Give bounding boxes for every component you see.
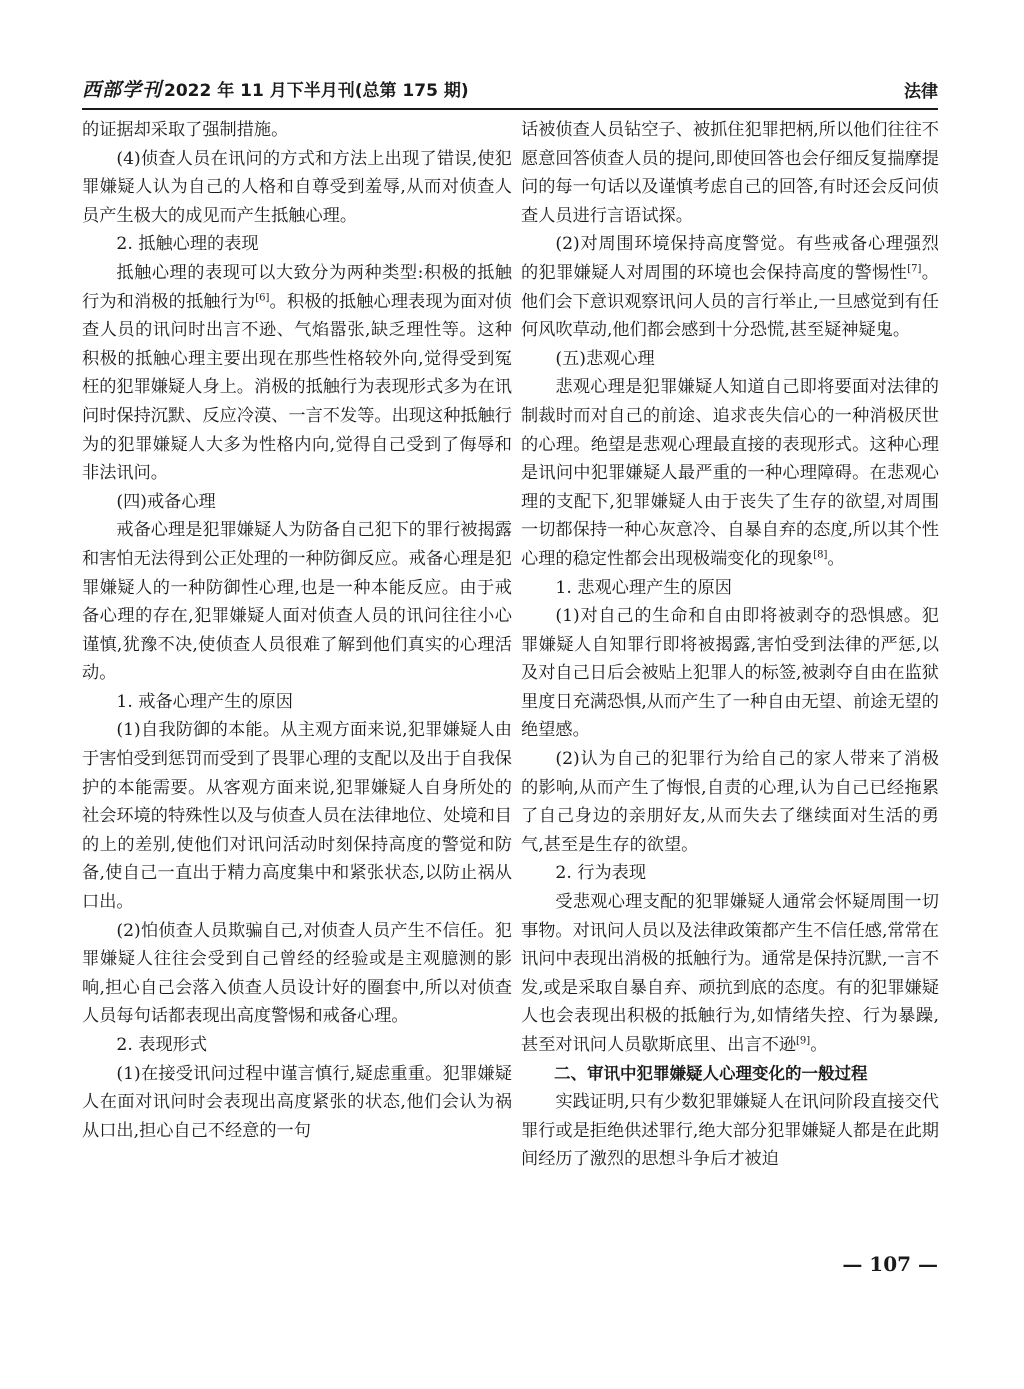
paragraph xyxy=(82,1060,512,1146)
paragraph-text: (1)自我防御的本能。从主观方面来说,犯罪嫌疑人由于害怕受到惩罚而受到了畏罪心理的支配以及出于自我保护的本能需要。从客观方面来说,犯罪嫌疑人自身所处的社会环境的特殊性以及与侦查人员在法律地位、处境和目的上的差别,使他们对讯问活动时刻保持高度的警觉和防备,使自己一直出于精力高度集中和紧张状态,以防止祸从口出。 xyxy=(82,720,512,913)
paragraph-text: (1)对自己的生命和自由即将被剥夺的恐惧感。犯罪嫌疑人自知罪行即将被揭露,害怕受到法律的严惩,以及对自己日后会被贴上犯罪人的标签,被剥夺自由在监狱里度日充满恐惧,从而产生了一种自由无望、前途无望的绝望感。 xyxy=(521,606,939,741)
paragraph xyxy=(82,516,512,688)
paragraph xyxy=(521,888,939,1060)
header-rule xyxy=(82,108,938,110)
page-number: — 107 — xyxy=(842,1252,938,1276)
paragraph-text: 。 xyxy=(810,1035,828,1055)
right-column xyxy=(521,116,939,1256)
paragraph-text: 1. 戒备心理产生的原因 xyxy=(116,691,293,712)
paragraph xyxy=(82,917,512,1031)
header-left xyxy=(82,75,469,102)
paragraph-text: 二、审讯中犯罪嫌疑人心理变化的一般过程 xyxy=(554,1063,868,1083)
citation-ref: [8] xyxy=(813,549,828,561)
page-header xyxy=(82,72,938,102)
section-heading xyxy=(521,1060,939,1089)
paragraph-text: (1)在接受讯问过程中谨言慎行,疑虑重重。犯罪嫌疑人在面对讯问时会表现出高度紧张的状态,他们会认为祸从口出,担心自己不经意的一句 xyxy=(82,1063,512,1141)
paragraph-text: 2. 行为表现 xyxy=(555,863,647,884)
issue-info: 2022 年 11 月下半月刊(总第 175 期) xyxy=(164,81,469,101)
paragraph xyxy=(82,145,512,231)
paragraph xyxy=(82,688,512,717)
paragraph-text: 2. 抵触心理的表现 xyxy=(116,234,259,255)
paragraph xyxy=(521,745,939,859)
paragraph-text: 受悲观心理支配的犯罪嫌疑人通常会怀疑周围一切事物。对讯问人员以及法律政策都产生不信任感,常常在讯问中表现出消极的抵触行为。通常是保持沉默,一言不发,或是采取自暴自弃、顽抗到底的态度。有的犯罪嫌疑人也会表现出积极的抵触行为,如情绪失控、行为暴躁,甚至对讯问人员歇斯底里、出言不逊 xyxy=(521,892,939,1055)
paragraph-text: (五)悲观心理 xyxy=(555,348,655,369)
paragraph xyxy=(521,602,939,745)
paragraph-text: 2. 表现形式 xyxy=(116,1035,208,1055)
paragraph-text: 话被侦查人员钻空子、被抓住犯罪把柄,所以他们往往不愿意回答侦查人员的提问,即使回答也会仔细反复揣摩提问的每一句话以及谨慎考虑自己的回答,有时还会反问侦查人员进行言语试探。 xyxy=(521,120,939,226)
paragraph-text: 悲观心理是犯罪嫌疑人知道自己即将要面对法律的制裁时而对自己的前途、追求丧失信心的一种消极厌世的心理。绝望是悲观心理最直接的表现形式。这种心理是讯问中犯罪嫌疑人最严重的一种心理障碍。在悲观心理的支配下,犯罪嫌疑人由于丧失了生存的欲望,对周围一切都保持一种心灰意冷、自暴自弃的态度,所以其个性心理的稳定性都会出现极端变化的现象 xyxy=(521,377,939,569)
paragraph-text: 抵触心理的表现可以大致分为两种类型:积极的抵触行为和消极的抵触行为 xyxy=(82,262,512,312)
paragraph xyxy=(82,230,512,259)
paragraph-text: 的证据却采取了强制措施。 xyxy=(82,120,289,140)
left-column xyxy=(82,116,512,1256)
citation-ref: [6] xyxy=(255,291,270,303)
paragraph-text: 实践证明,只有少数犯罪嫌疑人在讯问阶段直接交代罪行或是拒绝供述罪行,绝大部分犯罪嫌疑人都是在此期间经历了激烈的思想斗争后才被迫 xyxy=(521,1092,939,1170)
paragraph-text: (2)对周围环境保持高度警觉。有些戒备心理强烈的犯罪嫌疑人对周围的环境也会保持高度的警惕性 xyxy=(521,234,939,283)
paragraph-text: (2)认为自己的犯罪行为给自己的家人带来了消极的影响,从而产生了悔恨,自责的心理,认为自己已经拖累了自己身边的亲朋好友,从而失去了继续面对生活的勇气,甚至是生存的欲望。 xyxy=(521,749,939,855)
paragraph xyxy=(521,1088,939,1174)
paragraph-text: 。 xyxy=(827,548,845,569)
paragraph-continuation xyxy=(82,116,512,145)
paragraph-continuation xyxy=(521,116,939,230)
paragraph xyxy=(521,230,939,344)
paragraph-text: (四)戒备心理 xyxy=(116,491,216,512)
paragraph xyxy=(521,574,939,603)
paragraph xyxy=(82,1031,512,1060)
paragraph xyxy=(521,345,939,374)
paragraph-text: 1. 悲观心理产生的原因 xyxy=(555,577,732,598)
paragraph xyxy=(521,373,939,573)
paragraph-text: 戒备心理是犯罪嫌疑人为防备自己犯下的罪行被揭露和害怕无法得到公正处理的一种防御反应。戒备心理是犯罪嫌疑人的一种防御性心理,也是一种本能反应。由于戒备心理的存在,犯罪嫌疑人面对侦查人员的讯问往往小心谨慎,犹豫不决,使侦查人员很难了解到他们真实的心理活动。 xyxy=(82,520,512,684)
paragraph xyxy=(82,488,512,517)
citation-ref: [9] xyxy=(796,1035,811,1047)
paragraph-text: (2)怕侦查人员欺骗自己,对侦查人员产生不信任。犯罪嫌疑人往往会受到自己曾经的经验或是主观臆测的影响,担心自己会落入侦查人员设计好的圈套中,所以对侦查人员每句话都表现出高度警惕和戒备心理。 xyxy=(82,920,512,1027)
paragraph-text: 。他们会下意识观察讯问人员的言行举止,一旦感觉到有任何风吹草动,他们都会感到十分恐慌,甚至疑神疑鬼。 xyxy=(521,262,939,341)
paragraph xyxy=(82,259,512,488)
paragraph xyxy=(521,859,939,888)
paragraph-text: 。积极的抵触心理表现为面对侦查人员的讯问时出言不逊、气焰嚣张,缺乏理性等。这种积极的抵触心理主要出现在那些性格较外向,觉得受到冤枉的犯罪嫌疑人身上。消极的抵触行为表现形式多为在讯问时保持沉默、反应冷漠、一言不发等。出现这种抵触行为的犯罪嫌疑人大多为性格内向,觉得自己受到了侮辱和非法讯问。 xyxy=(82,291,512,484)
citation-ref: [7] xyxy=(907,263,922,275)
section-name: 法律 xyxy=(904,82,938,102)
paragraph xyxy=(82,716,512,916)
paragraph-text: (4)侦查人员在讯问的方式和方法上出现了错误,使犯罪嫌疑人认为自己的人格和自尊受到羞辱,从而对侦查人员产生极大的成见而产生抵触心理。 xyxy=(82,148,512,226)
journal-logo: 西部学刊 xyxy=(82,79,163,101)
